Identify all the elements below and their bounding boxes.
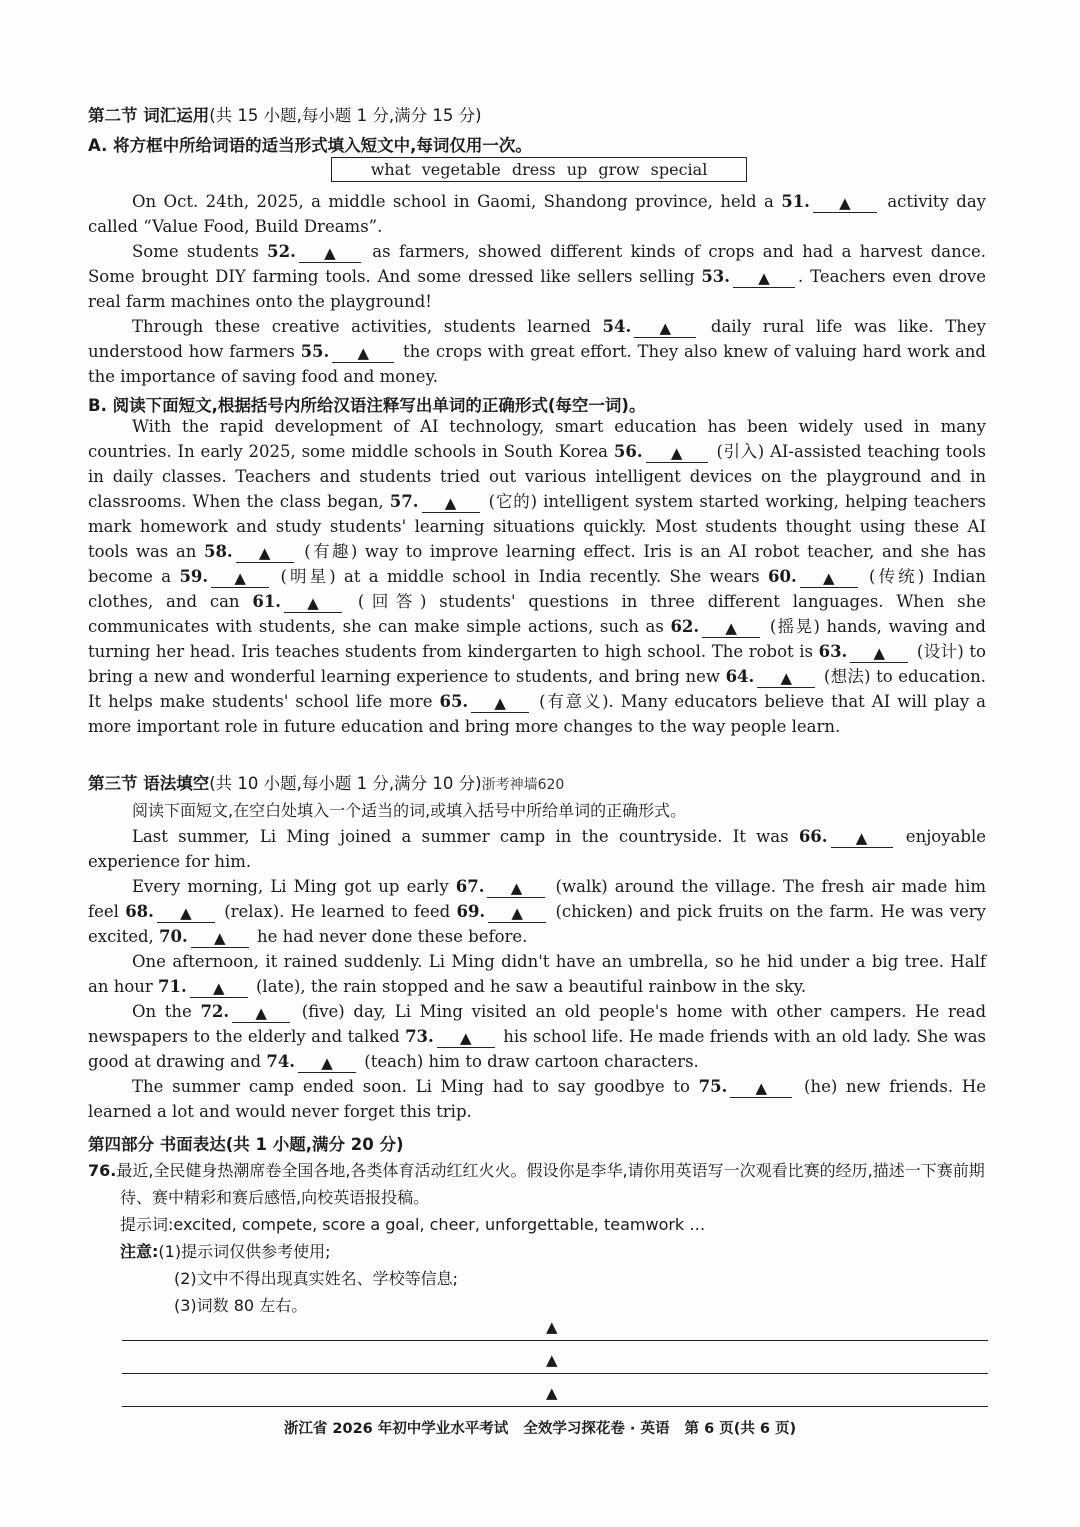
partB-passage: With the rapid development of AI technology, smart education has been widely used in many countries. In early 2025, some middle schools in South Korea 56.▲ (引入) AI-assisted teaching tools in daily classes. Teachers and students tried out various intelligent devices on the playground and in classrooms. When the class began, 57.▲ (它的) intelligent system started working, helping teachers mark homework and study students' learning situations quickly. Most students thought using these AI tools was an 58.▲ (有趣) way to improve learning effect. Iris is an AI robot teacher, and she has become a 59.▲ (明星) at a middle school in India recently. She wears 60.▲ (传统) Indian clothes, and can 61.▲ (回答) students' questions in three different languages. When she communicates with students, she can make simple actions, such as 62.▲ (摇晃) hands, waving and turning her head. Iris teaches students from kindergarten to high school. The robot is 63.▲ (设计) to bring a new and wonderful learning experience to students, and bring new 64.▲ (想法) to education. It helps make students' school life more 65.▲ (有意义). Many educators believe that AI will play a more important role in future education and bring more changes to the way people learn.: [88, 414, 986, 739]
question-number: 57.: [389, 492, 419, 511]
writing-question: [88, 1157, 986, 1319]
section3-paragraph: Every morning, Li Ming got up early 67.▲ (walk) around the village. The fresh air made him feel 68.▲ (relax). He learned to feed 69.▲ (chicken) and pick fruits on the farm. He was very excited, 70.▲ he had never done these before.: [88, 874, 986, 949]
section3-paragraph: The summer camp ended soon. Li Ming had to say goodbye to 75.▲ (he) new friends. He learned a lot and would never forget this trip.: [88, 1074, 986, 1124]
word-box: what vegetable dress up grow special: [331, 157, 747, 182]
blank-65[interactable]: [471, 694, 529, 713]
blank-55[interactable]: [332, 344, 394, 363]
question-number: 65.: [439, 692, 469, 711]
section3-paragraph: Last summer, Li Ming joined a summer camp in the countryside. It was 66.▲ enjoyable experience for him.: [88, 824, 986, 874]
blank-66[interactable]: [831, 829, 893, 848]
partA-paragraph: Through these creative activities, students learned 54.▲ daily rural life was like. They understood how farmers 55.▲ the crops with great effort. They also knew of valuing hard work and the importance of saving food and money.: [88, 314, 986, 389]
question-number: 55.: [300, 342, 330, 361]
partA-paragraph: On Oct. 24th, 2025, a middle school in Gaomi, Shandong province, held a 51.▲ activity day called “Value Food, Build Dreams”.: [88, 189, 986, 239]
blank-54[interactable]: [634, 319, 696, 338]
page-footer: [0, 1417, 1080, 1438]
question-number: 64.: [725, 667, 755, 686]
section3-paragraph: One afternoon, it rained suddenly. Li Ming didn't have an umbrella, so he hid under a big tree. Half an hour 71.▲ (late), the rain stopped and he saw a beautiful rainbow in the sky.: [88, 949, 986, 999]
section3-paragraph: On the 72.▲ (five) day, Li Ming visited an old people's home with other campers. He read newspapers to the elderly and talked 73.▲ his school life. He made friends with an old lady. She was good at drawing and 74.▲ (teach) him to draw cartoon characters.: [88, 999, 986, 1074]
partA-paragraph: Some students 52.▲ as farmers, showed different kinds of crops and had a harvest dance. Some brought DIY farming tools. And some dressed like sellers selling 53.▲ . Teachers even drove real farm machines onto the playground!: [88, 239, 986, 314]
blank-75[interactable]: [730, 1079, 792, 1098]
blank-53[interactable]: [733, 269, 795, 288]
footer-exam: 浙江省 2026 年初中学业水平考试: [283, 1421, 509, 1437]
triangle-marker: ▲: [546, 1384, 558, 1402]
question-number: 51.: [781, 192, 810, 211]
section3-heading: [88, 770, 986, 794]
note-item: (1)提示词仅供参考使用;: [158, 1242, 331, 1261]
question-number: 58.: [203, 542, 233, 561]
part4-heading: 第四部分 书面表达(共 1 小题,满分 20 分): [88, 1135, 404, 1154]
question-number: 62.: [670, 617, 700, 636]
question-number: 53.: [701, 267, 731, 286]
blank-51[interactable]: [813, 194, 877, 213]
partB-instruction: B. 阅读下面短文,根据括号内所给汉语注释写出单词的正确形式(每空一词)。: [88, 396, 646, 415]
question-number: 52.: [267, 242, 296, 261]
hint-words: 提示词:excited, compete, score a goal, cheer, unforgettable, teamwork …: [120, 1215, 706, 1234]
notes: [88, 1238, 986, 1319]
blank-67[interactable]: [487, 879, 545, 898]
blank-63[interactable]: [850, 644, 908, 663]
question-number: 60.: [768, 567, 797, 586]
section2-heading: [88, 102, 986, 126]
question-number: 75.: [698, 1077, 728, 1096]
writing-line[interactable]: [122, 1340, 988, 1341]
question-number: 69.: [456, 902, 486, 921]
blank-70[interactable]: [191, 929, 249, 948]
question-number: 56.: [613, 442, 643, 461]
question-number: 54.: [602, 317, 632, 336]
writing-prompt: [88, 1157, 986, 1211]
question-number: 63.: [818, 642, 848, 661]
question-number: 72.: [200, 1002, 230, 1021]
watermark-text: 浙考神墙620: [481, 777, 565, 793]
blank-57[interactable]: [422, 494, 480, 513]
question-number: 76.: [88, 1161, 117, 1180]
blank-59[interactable]: [211, 569, 269, 588]
section3-instruction: 阅读下面短文,在空白处填入一个适当的词,或填入括号中所给单词的正确形式。: [132, 801, 687, 820]
blank-74[interactable]: [298, 1054, 356, 1073]
section3-passage: [88, 824, 986, 1124]
question-number: 66.: [798, 827, 828, 846]
blank-68[interactable]: [157, 904, 215, 923]
blank-60[interactable]: [800, 569, 858, 588]
writing-line[interactable]: [122, 1373, 988, 1374]
question-number: 71.: [158, 977, 187, 996]
triangle-marker: ▲: [546, 1351, 558, 1369]
blank-71[interactable]: [190, 979, 248, 998]
question-number: 61.: [252, 592, 282, 611]
blank-61[interactable]: [284, 594, 342, 613]
section3-title: 第三节 语法填空: [88, 774, 210, 793]
blank-73[interactable]: [437, 1029, 495, 1048]
blank-69[interactable]: [488, 904, 546, 923]
question-number: 74.: [266, 1052, 296, 1071]
question-number: 70.: [159, 927, 188, 946]
section2-score-note: (共 15 小题,每小题 1 分,满分 15 分): [209, 106, 482, 125]
section2-title: 第二节 词汇运用: [88, 106, 210, 125]
footer-series: 全效学习探花卷 · 英语: [523, 1421, 670, 1437]
blank-72[interactable]: [232, 1004, 290, 1023]
question-number: 73.: [405, 1027, 434, 1046]
partA-instruction: A. 将方框中所给词语的适当形式填入短文中,每词仅用一次。: [88, 136, 532, 155]
section3-score-note: (共 10 小题,每小题 1 分,满分 10 分): [209, 774, 482, 793]
blank-58[interactable]: [236, 544, 294, 563]
footer-page: 第 6 页(共 6 页): [684, 1421, 797, 1437]
writing-prompt-text: 最近,全民健身热潮席卷全国各地,各类体育活动红红火火。假设你是李华,请你用英语写一次观看比赛的经历,描述一下赛前期待、赛中精彩和赛后感悟,向校英语报投稿。: [116, 1161, 985, 1207]
notes-label: 注意:: [120, 1242, 159, 1261]
blank-56[interactable]: [646, 444, 708, 463]
blank-52[interactable]: [299, 244, 361, 263]
question-number: 59.: [179, 567, 209, 586]
partA-passage: [88, 189, 986, 389]
blank-64[interactable]: [757, 669, 815, 688]
question-number: 67.: [455, 877, 485, 896]
triangle-marker: ▲: [546, 1318, 558, 1336]
note-item: (2)文中不得出现真实姓名、学校等信息;: [174, 1269, 459, 1288]
note-item: (3)词数 80 左右。: [174, 1296, 308, 1315]
blank-62[interactable]: [702, 619, 760, 638]
writing-line[interactable]: [122, 1406, 988, 1407]
question-number: 68.: [125, 902, 154, 921]
